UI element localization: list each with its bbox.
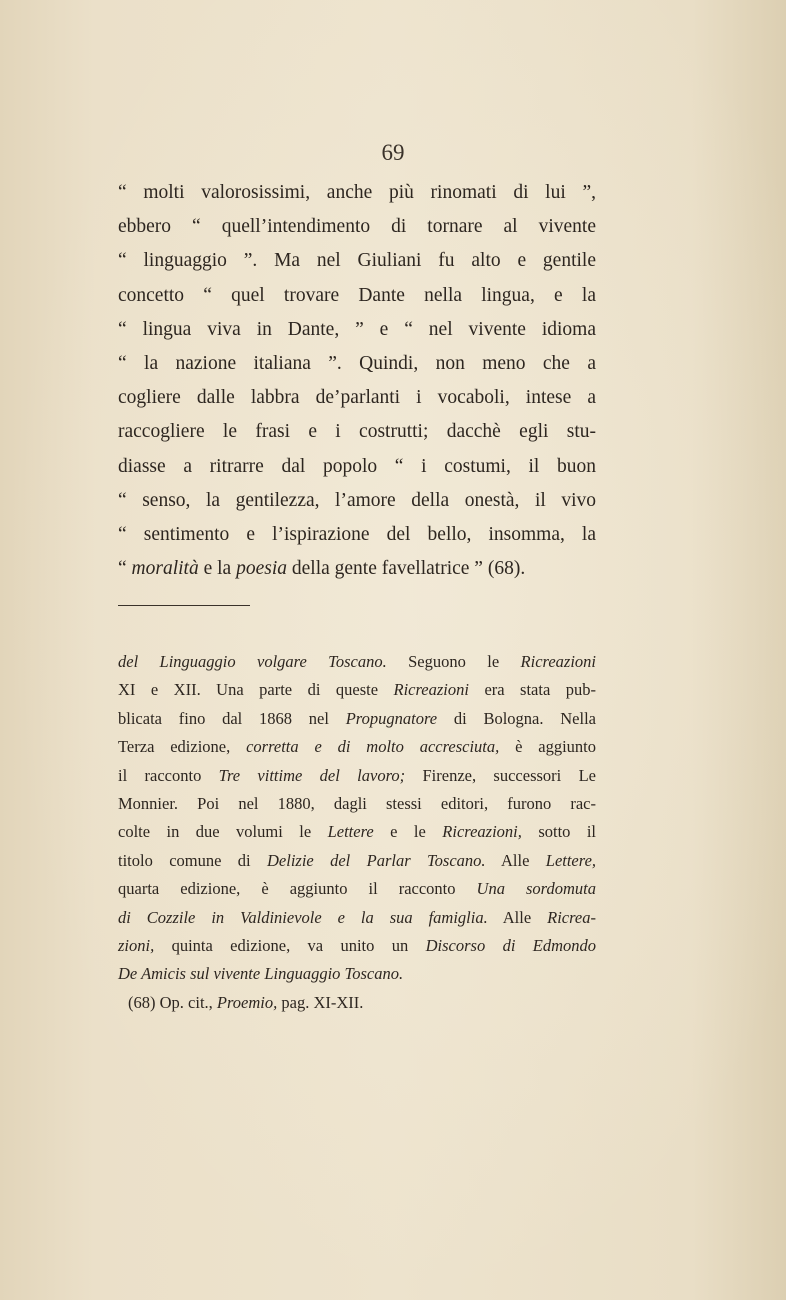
- footnote-line: [118, 960, 596, 988]
- body-line: cogliere dalle labbra de’parlanti i vocaboli, intese a: [118, 387, 596, 409]
- body-line: diasse a ritrarre dal popolo “ i costumi, il buon: [118, 455, 596, 477]
- text-run: Seguono le: [386, 652, 521, 671]
- italic-run: Discorso di Edmondo: [425, 936, 597, 956]
- body-line: “ senso, la gentilezza, l’amore della onestà, il vivo: [118, 489, 596, 511]
- text-run: della gente favellatrice ” (68).: [287, 558, 526, 580]
- italic-run: De Amicis sul vivente Linguaggio Toscano.: [118, 964, 404, 984]
- text-run: sotto il: [521, 822, 597, 842]
- text-run: Firenze, successori Le: [405, 765, 596, 785]
- text-run: Monnier. Poi nel 1880, dagli stessi editori, furono rac-: [118, 794, 596, 814]
- text-run: (68) Op. cit.,: [128, 992, 217, 1012]
- footnote-line: [118, 818, 596, 846]
- italic-run: corretta e di molto accresciuta,: [246, 737, 500, 757]
- body-line: raccogliere le frasi e i costrutti; dacchè egli stu-: [118, 421, 596, 443]
- footnote-line: [118, 733, 596, 761]
- footnote-line: [118, 705, 596, 733]
- italic-run: Propugnatore: [345, 708, 438, 728]
- body-line-last: [118, 552, 596, 586]
- italic-run: Ricreazioni: [520, 652, 596, 671]
- footnote-line: [118, 762, 596, 790]
- footnote-line: [118, 790, 596, 818]
- text-run: di Bologna. Nella: [437, 708, 596, 728]
- text-run: era stata pub-: [468, 680, 596, 700]
- italic-run: Lettere,: [545, 850, 597, 870]
- body-text: [118, 176, 596, 586]
- body-line: “ linguaggio ”. Ma nel Giuliani fu alto e gentile: [118, 250, 596, 272]
- italic-run: poesia: [236, 558, 287, 580]
- footnote-divider: [118, 605, 250, 606]
- text-run: e le: [373, 822, 443, 842]
- body-line: “ molti valorosissimi, anche più rinomati di lui ”,: [118, 182, 596, 203]
- text-run: blicata fino dal 1868 nel: [118, 708, 346, 728]
- italic-run: Delizie del Parlar Toscano.: [267, 850, 486, 870]
- italic-run: Ricrea-: [547, 907, 597, 927]
- footnote-line: [118, 932, 596, 960]
- italic-run: Tre vittime del lavoro;: [218, 765, 406, 785]
- body-line: concetto “ quel trovare Dante nella lingua, e la: [118, 284, 596, 306]
- footnote-line: [118, 904, 596, 932]
- text-run: colte in due volumi le: [118, 822, 328, 842]
- text-run: Alle: [487, 907, 548, 927]
- italic-run: Una sordomuta: [476, 879, 596, 899]
- text-run: è aggiunto: [499, 737, 596, 757]
- body-line: “ lingua viva in Dante, ” e “ nel vivente idioma: [118, 318, 596, 340]
- footnote-line: [118, 676, 596, 704]
- text-run: Terza edizione,: [118, 737, 247, 757]
- italic-run: moralità: [131, 558, 199, 580]
- text-run: XI e XII. Una parte di queste: [118, 680, 394, 700]
- italic-run: del Linguaggio volgare Toscano.: [118, 652, 387, 671]
- body-line: “ sentimento e l’ispirazione del bello, insomma, la: [118, 524, 596, 546]
- text-run: quarta edizione, è aggiunto il racconto: [118, 879, 477, 899]
- text-run: pag. XI-XII.: [277, 992, 364, 1012]
- italic-run: di Cozzile in Valdinievole e la sua famiglia.: [118, 907, 488, 927]
- text-run: quinta edizione, va unito un: [154, 936, 426, 956]
- footnote-line: [118, 875, 596, 903]
- italic-run: Proemio,: [216, 992, 278, 1012]
- italic-run: Ricreazioni,: [442, 822, 522, 842]
- text-run: e la: [198, 558, 237, 580]
- body-line: “ la nazione italiana ”. Quindi, non meno che a: [118, 353, 596, 375]
- italic-run: zioni,: [118, 936, 155, 956]
- footnote-line: [118, 648, 596, 676]
- body-line: ebbero “ quell’intendimento di tornare al vivente: [118, 216, 596, 238]
- page-number: 69: [381, 140, 405, 165]
- italic-run: Ricreazioni: [393, 680, 469, 700]
- text-run: il racconto: [118, 765, 219, 785]
- footnote-line: [118, 847, 596, 875]
- footnotes: [118, 648, 596, 1017]
- text-run: Alle: [485, 850, 546, 870]
- text-run: “: [118, 558, 132, 580]
- text-run: titolo comune di: [118, 850, 267, 870]
- footnote-line: [118, 989, 596, 1017]
- italic-run: Lettere: [327, 822, 374, 842]
